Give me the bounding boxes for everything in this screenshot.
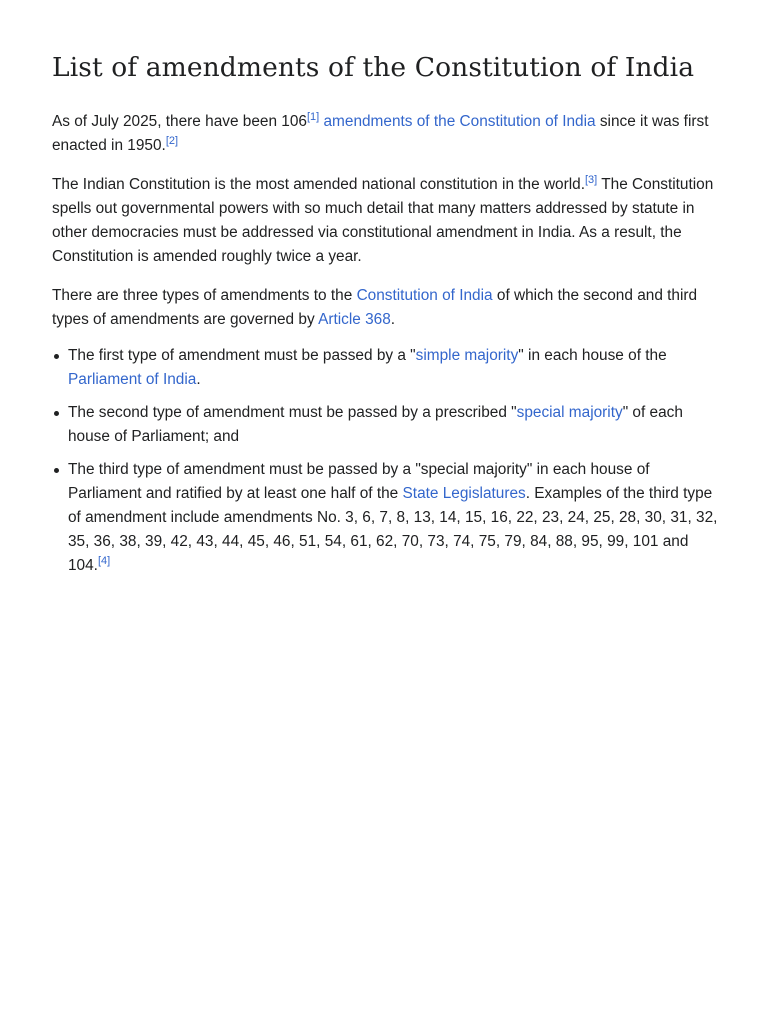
special-majority-link[interactable]: special majority bbox=[516, 404, 623, 421]
types-text-2: of which the second and third types of amendments are governed by bbox=[52, 287, 698, 328]
item1-text-2: " in each house of the bbox=[518, 347, 667, 364]
bullet-icon bbox=[54, 411, 59, 416]
item1-text-1: The first type of amendment must be passed by a " bbox=[68, 347, 416, 364]
reference-3 bbox=[585, 174, 597, 186]
article-368-link[interactable]: Article 368 bbox=[318, 311, 391, 328]
intro-paragraph bbox=[52, 110, 718, 158]
article-body bbox=[52, 110, 718, 587]
most-amended-text-1: The Indian Constitution is the most amended national constitution in the world. bbox=[52, 176, 585, 193]
amendment-types-list bbox=[52, 344, 718, 578]
state-legislatures-link[interactable]: State Legislatures bbox=[402, 485, 526, 502]
item2-text-2: " of each house of Parliament; and bbox=[68, 404, 683, 445]
types-paragraph bbox=[52, 284, 718, 332]
most-amended-text-2: The Constitution spells out governmental powers with so much detail that many matters addressed by statute in other democracies must be addressed via constitutional amendment in India. As a result, the Constitution is amended roughly twice a year. bbox=[52, 176, 714, 265]
constitution-of-india-link[interactable]: Constitution of India bbox=[356, 287, 493, 304]
most-amended-paragraph bbox=[52, 173, 718, 269]
bullet-icon bbox=[54, 354, 59, 359]
item1-text-3: . bbox=[196, 371, 201, 388]
intro-text-1: As of July 2025, there have been 106 bbox=[52, 113, 307, 130]
reference-4 bbox=[98, 555, 110, 567]
amendments-link[interactable]: amendments of the Constitution of India bbox=[323, 113, 596, 130]
reference-3-link[interactable]: [3] bbox=[585, 174, 598, 186]
parliament-of-india-link[interactable]: Parliament of India bbox=[68, 371, 197, 388]
reference-2-link[interactable]: [2] bbox=[165, 135, 179, 147]
list-item bbox=[68, 344, 718, 392]
item2-text-1: The second type of amendment must be passed by a prescribed " bbox=[68, 404, 517, 421]
reference-2 bbox=[166, 135, 178, 147]
item3-text-1: The third type of amendment must be passed by a "special majority" in each house of Parliament and ratified by at least one half of the bbox=[68, 461, 650, 502]
page-title: List of amendments of the Constitution of India bbox=[52, 52, 695, 83]
list-item bbox=[68, 401, 718, 449]
intro-text-2: since it was first enacted in 1950. bbox=[52, 113, 709, 154]
simple-majority-link[interactable]: simple majority bbox=[415, 347, 519, 364]
reference-1 bbox=[307, 111, 319, 123]
types-text-3: . bbox=[390, 311, 396, 328]
bullet-icon bbox=[54, 468, 59, 473]
list-item bbox=[68, 458, 718, 578]
reference-4-link[interactable]: [4] bbox=[97, 555, 111, 567]
item3-text-2: . Examples of the third type of amendment include amendments No. 3, 6, 7, 8, 13, 14, 15, 16, 22, 23, 24, 25, 28, 30, 31, 32, 35, 36, 38, 39, 42, 43, 44, 45, 46, 51, 54, 61, 62, 70, 73, 74, 75, 79, 84, 88, 95, 99, 101 and 104. bbox=[68, 485, 718, 574]
types-text-1: There are three types of amendments to the bbox=[52, 287, 357, 304]
reference-1-link[interactable]: [1] bbox=[306, 111, 320, 123]
